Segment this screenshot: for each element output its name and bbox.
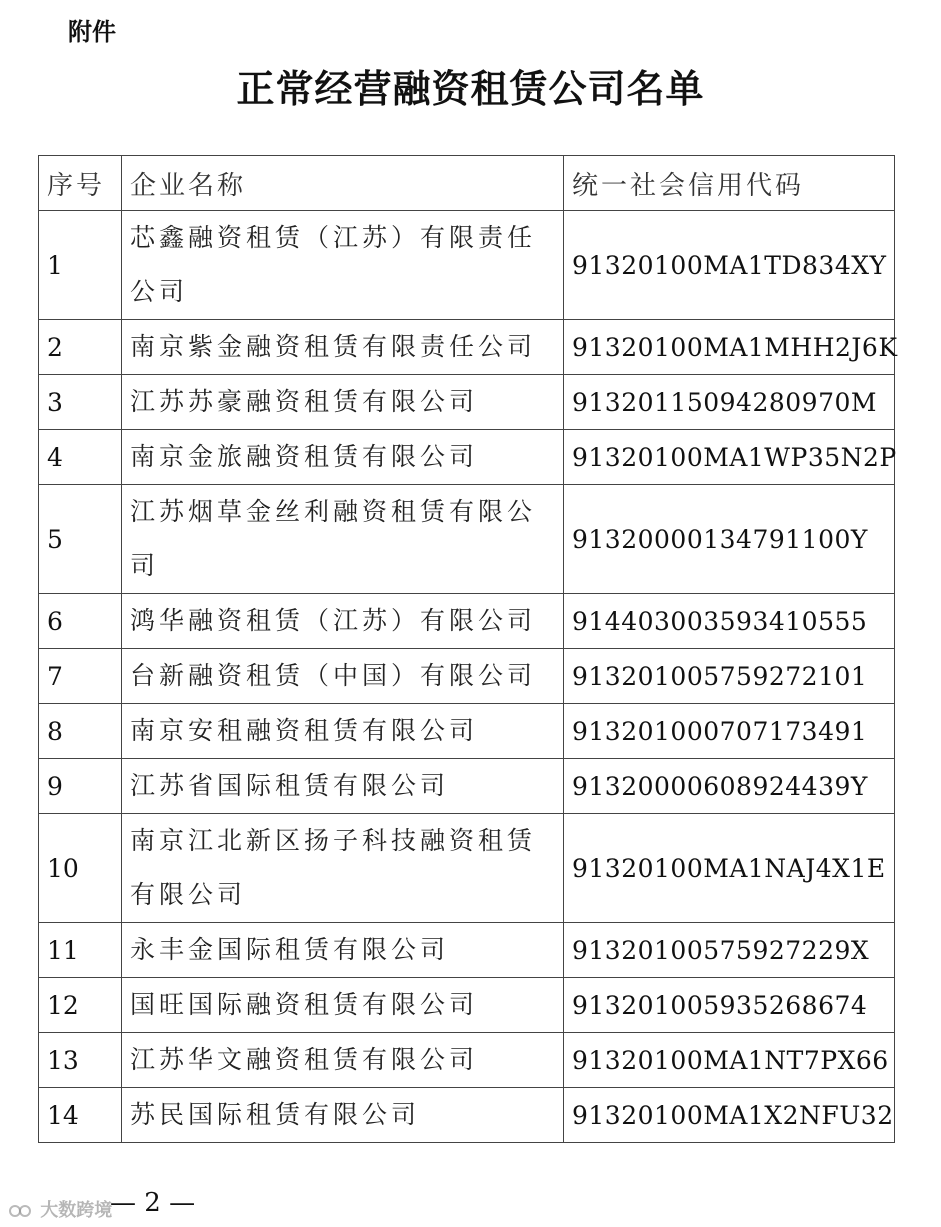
company-name: 江苏烟草金丝利融资租赁有限公司 xyxy=(122,485,564,594)
credit-code: 91440300359341055​5 xyxy=(564,594,895,649)
row-number: 13 xyxy=(39,1033,122,1088)
company-name: 南京紫金融资租赁有限责任公司 xyxy=(122,320,564,375)
row-number: 10 xyxy=(39,814,122,923)
column-header-name: 企业名称 xyxy=(122,156,564,211)
table-row xyxy=(39,704,895,759)
credit-code: 91320000134791100Y xyxy=(564,485,895,594)
company-name: 江苏省国际租赁有限公司 xyxy=(122,759,564,814)
column-header-code: 统一社会信用代码 xyxy=(564,156,895,211)
credit-code: 91320100MA1X2NFU32 xyxy=(564,1088,895,1143)
table-row xyxy=(39,814,895,923)
company-name: 南京安租融资租赁有限公司 xyxy=(122,704,564,759)
watermark-text: 大数跨境 xyxy=(40,1200,113,1221)
table-row xyxy=(39,759,895,814)
company-name: 南京江北新区扬子科技融资租赁有限公司 xyxy=(122,814,564,923)
table-row xyxy=(39,594,895,649)
credit-code: 91320000608924439Y xyxy=(564,759,895,814)
table-row xyxy=(39,1033,895,1088)
watermark xyxy=(8,1196,112,1222)
company-name: 江苏苏豪融资租赁有限公司 xyxy=(122,375,564,430)
row-number: 3 xyxy=(39,375,122,430)
row-number: 4 xyxy=(39,430,122,485)
page-number: — 2 — xyxy=(110,1188,196,1218)
column-header-no: 序号 xyxy=(39,156,122,211)
row-number: 5 xyxy=(39,485,122,594)
company-name: 台新融资租赁（中国）有限公司 xyxy=(122,649,564,704)
table-row xyxy=(39,211,895,320)
table-row xyxy=(39,485,895,594)
table-row xyxy=(39,430,895,485)
credit-code: 91320100MA1TD834XY xyxy=(564,211,895,320)
table-row xyxy=(39,978,895,1033)
table-row xyxy=(39,375,895,430)
credit-code: 91320115094280970M xyxy=(564,375,895,430)
credit-code: 91320100MA1WP35N2P xyxy=(564,430,895,485)
credit-code: 91320100575927229X xyxy=(564,923,895,978)
company-table xyxy=(38,155,898,1143)
row-number: 6 xyxy=(39,594,122,649)
row-number: 8 xyxy=(39,704,122,759)
credit-code: 913201000707173491 xyxy=(564,704,895,759)
table-row xyxy=(39,923,895,978)
row-number: 11 xyxy=(39,923,122,978)
credit-code: 913201005759272101 xyxy=(564,649,895,704)
row-number: 7 xyxy=(39,649,122,704)
company-name: 芯鑫融资租赁（江苏）有限责任公司 xyxy=(122,211,564,320)
table-row xyxy=(39,649,895,704)
company-name: 鸿华融资租赁（江苏）有限公司 xyxy=(122,594,564,649)
table-row xyxy=(39,1088,895,1143)
company-name: 苏民国际租赁有限公司 xyxy=(122,1088,564,1143)
row-number: 2 xyxy=(39,320,122,375)
company-name: 国旺国际融资租赁有限公司 xyxy=(122,978,564,1033)
table-row xyxy=(39,320,895,375)
row-number: 14 xyxy=(39,1088,122,1143)
credit-code: 91320100MA1NT7PX66 xyxy=(564,1033,895,1088)
row-number: 9 xyxy=(39,759,122,814)
credit-code: 91320100MA1NAJ4X1E xyxy=(564,814,895,923)
company-name: 南京金旅融资租赁有限公司 xyxy=(122,430,564,485)
table-header-row xyxy=(39,156,895,211)
company-name: 永丰金国际租赁有限公司 xyxy=(122,923,564,978)
row-number: 1 xyxy=(39,211,122,320)
credit-code: 91320100MA1MHH2J6K xyxy=(564,320,895,375)
document-title: 正常经营融资租赁公司名单 xyxy=(236,67,705,111)
company-name: 江苏华文融资租赁有限公司 xyxy=(122,1033,564,1088)
attachment-label: 附件 xyxy=(68,18,116,46)
watermark-logo-icon xyxy=(8,1202,34,1220)
credit-code: 913201005935268674 xyxy=(564,978,895,1033)
row-number: 12 xyxy=(39,978,122,1033)
